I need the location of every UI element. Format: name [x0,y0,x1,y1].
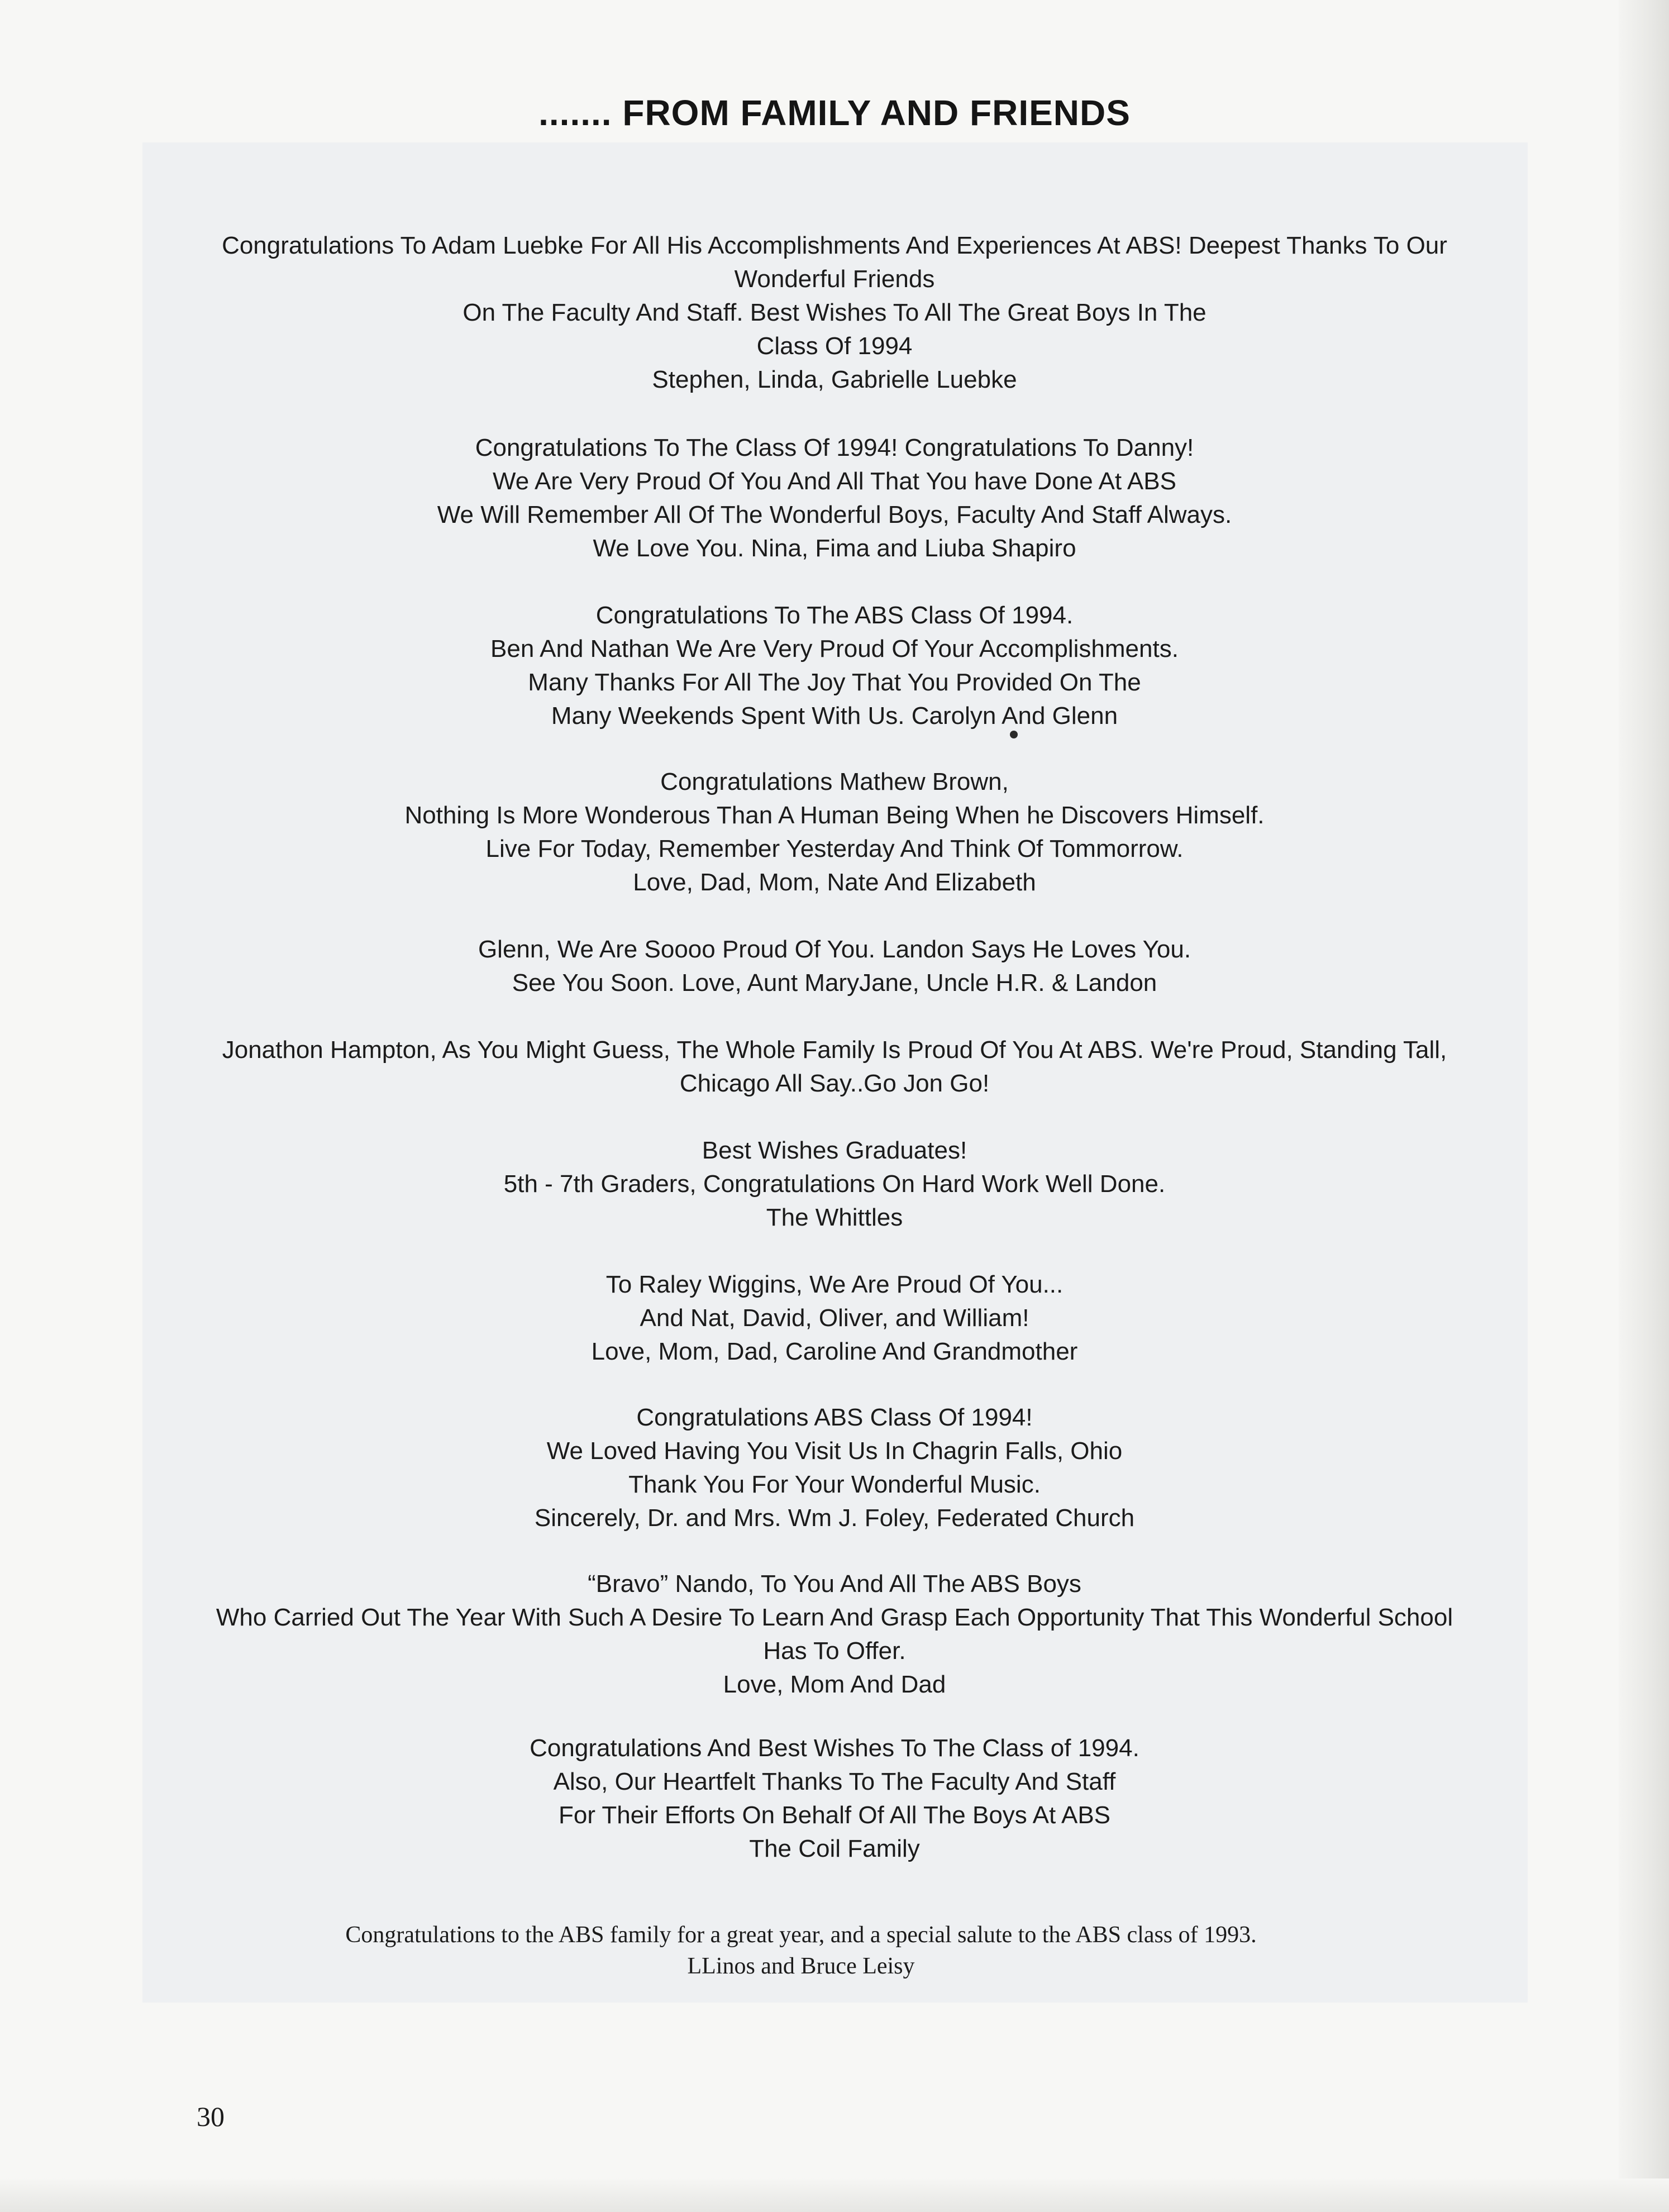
message-line: Many Thanks For All The Joy That You Provided On The [528,669,1141,696]
message-line: The Whittles [766,1204,903,1231]
message-foley [134,1401,1535,1535]
message-line: Congratulations to the ABS family for a great year, and a special salute to the ABS class of 1993. [345,1922,1257,1948]
message-luebke [134,229,1535,397]
message-carolyn-glenn [134,599,1535,733]
message-line: We Are Very Proud Of You And All That You have Done At ABS [493,468,1176,495]
message-line: Congratulations To The ABS Class Of 1994. [595,602,1074,629]
message-line: Ben And Nathan We Are Very Proud Of Your Accomplishments. [490,635,1179,662]
message-line: Chicago All Say..Go Jon Go! [679,1070,990,1097]
message-line: LLinos and Bruce Leisy [687,1953,915,1979]
message-line: To Raley Wiggins, We Are Proud Of You... [605,1271,1064,1298]
message-line: Nothing Is More Wonderous Than A Human Being When he Discovers Himself. [404,802,1265,829]
message-wiggins [134,1268,1535,1369]
message-line: On The Faculty And Staff. Best Wishes To All The Great Boys In The [462,299,1207,326]
page-edge-bottom [0,2178,1669,2212]
message-line: Wonderful Friends [734,265,935,293]
message-line: For Their Efforts On Behalf Of All The Boys At ABS [558,1801,1111,1829]
message-line: Jonathon Hampton, As You Might Guess, The Whole Family Is Proud Of You At ABS. We're Proud, Standing Tall, [222,1036,1447,1064]
message-line: Congratulations To The Class Of 1994! Congratulations To Danny! [475,434,1194,461]
message-coil [134,1732,1535,1866]
message-line: Who Carried Out The Year With Such A Desire To Learn And Grasp Each Opportunity That This Wonderful School [216,1604,1453,1631]
message-line: Glenn, We Are Soooo Proud Of You. Landon Says He Loves You. [478,936,1191,963]
message-line: The Coil Family [749,1835,920,1862]
message-line: Class Of 1994 [756,332,913,360]
message-line: Live For Today, Remember Yesterday And Think Of Tommorrow. [485,835,1184,862]
message-line: “Bravo” Nando, To You And All The ABS Boys [588,1570,1081,1598]
message-line: Many Weekends Spent With Us. Carolyn And Glenn [551,702,1118,730]
message-shapiro [134,431,1535,565]
message-whittles [134,1134,1535,1234]
message-line: Congratulations ABS Class Of 1994! [636,1404,1033,1431]
message-line: Congratulations To Adam Luebke For All His Accomplishments And Experiences At ABS! Deepest Thanks To Our [222,232,1447,259]
message-line: Congratulations And Best Wishes To The Class of 1994. [530,1734,1139,1762]
ink-speck [1010,731,1018,738]
message-line: Sincerely, Dr. and Mrs. Wm J. Foley, Federated Church [534,1504,1135,1532]
message-nando [134,1567,1535,1701]
page-number: 30 [197,2101,225,2132]
message-line: Congratulations Mathew Brown, [660,768,1009,795]
message-line: Love, Dad, Mom, Nate And Elizabeth [633,869,1036,896]
page-heading: ....... FROM FAMILY AND FRIENDS [538,93,1131,133]
message-line: We Will Remember All Of The Wonderful Boys, Faculty And Staff Always. [437,501,1232,528]
message-line: Stephen, Linda, Gabrielle Luebke [652,366,1017,393]
message-line: Love, Mom And Dad [723,1671,946,1698]
message-line: Has To Offer. [763,1637,906,1665]
message-line: See You Soon. Love, Aunt MaryJane, Uncle H.R. & Landon [512,969,1157,997]
message-line: Also, Our Heartfelt Thanks To The Faculty And Staff [553,1768,1116,1795]
message-line: Love, Mom, Dad, Caroline And Grandmother [591,1338,1078,1365]
message-brown [134,765,1535,899]
message-line: And Nat, David, Oliver, and William! [640,1304,1029,1332]
message-leisy [117,1919,1485,1982]
message-hampton [134,1033,1535,1100]
message-line: 5th - 7th Graders, Congratulations On Hard Work Well Done. [503,1170,1166,1198]
message-line: We Love You. Nina, Fima and Liuba Shapiro [593,535,1076,562]
message-line: Best Wishes Graduates! [702,1137,967,1164]
page-edge-right [1619,0,1669,2212]
message-line: Thank You For Your Wonderful Music. [628,1471,1041,1498]
message-glenn [134,933,1535,1000]
message-line: We Loved Having You Visit Us In Chagrin Falls, Ohio [546,1437,1123,1465]
